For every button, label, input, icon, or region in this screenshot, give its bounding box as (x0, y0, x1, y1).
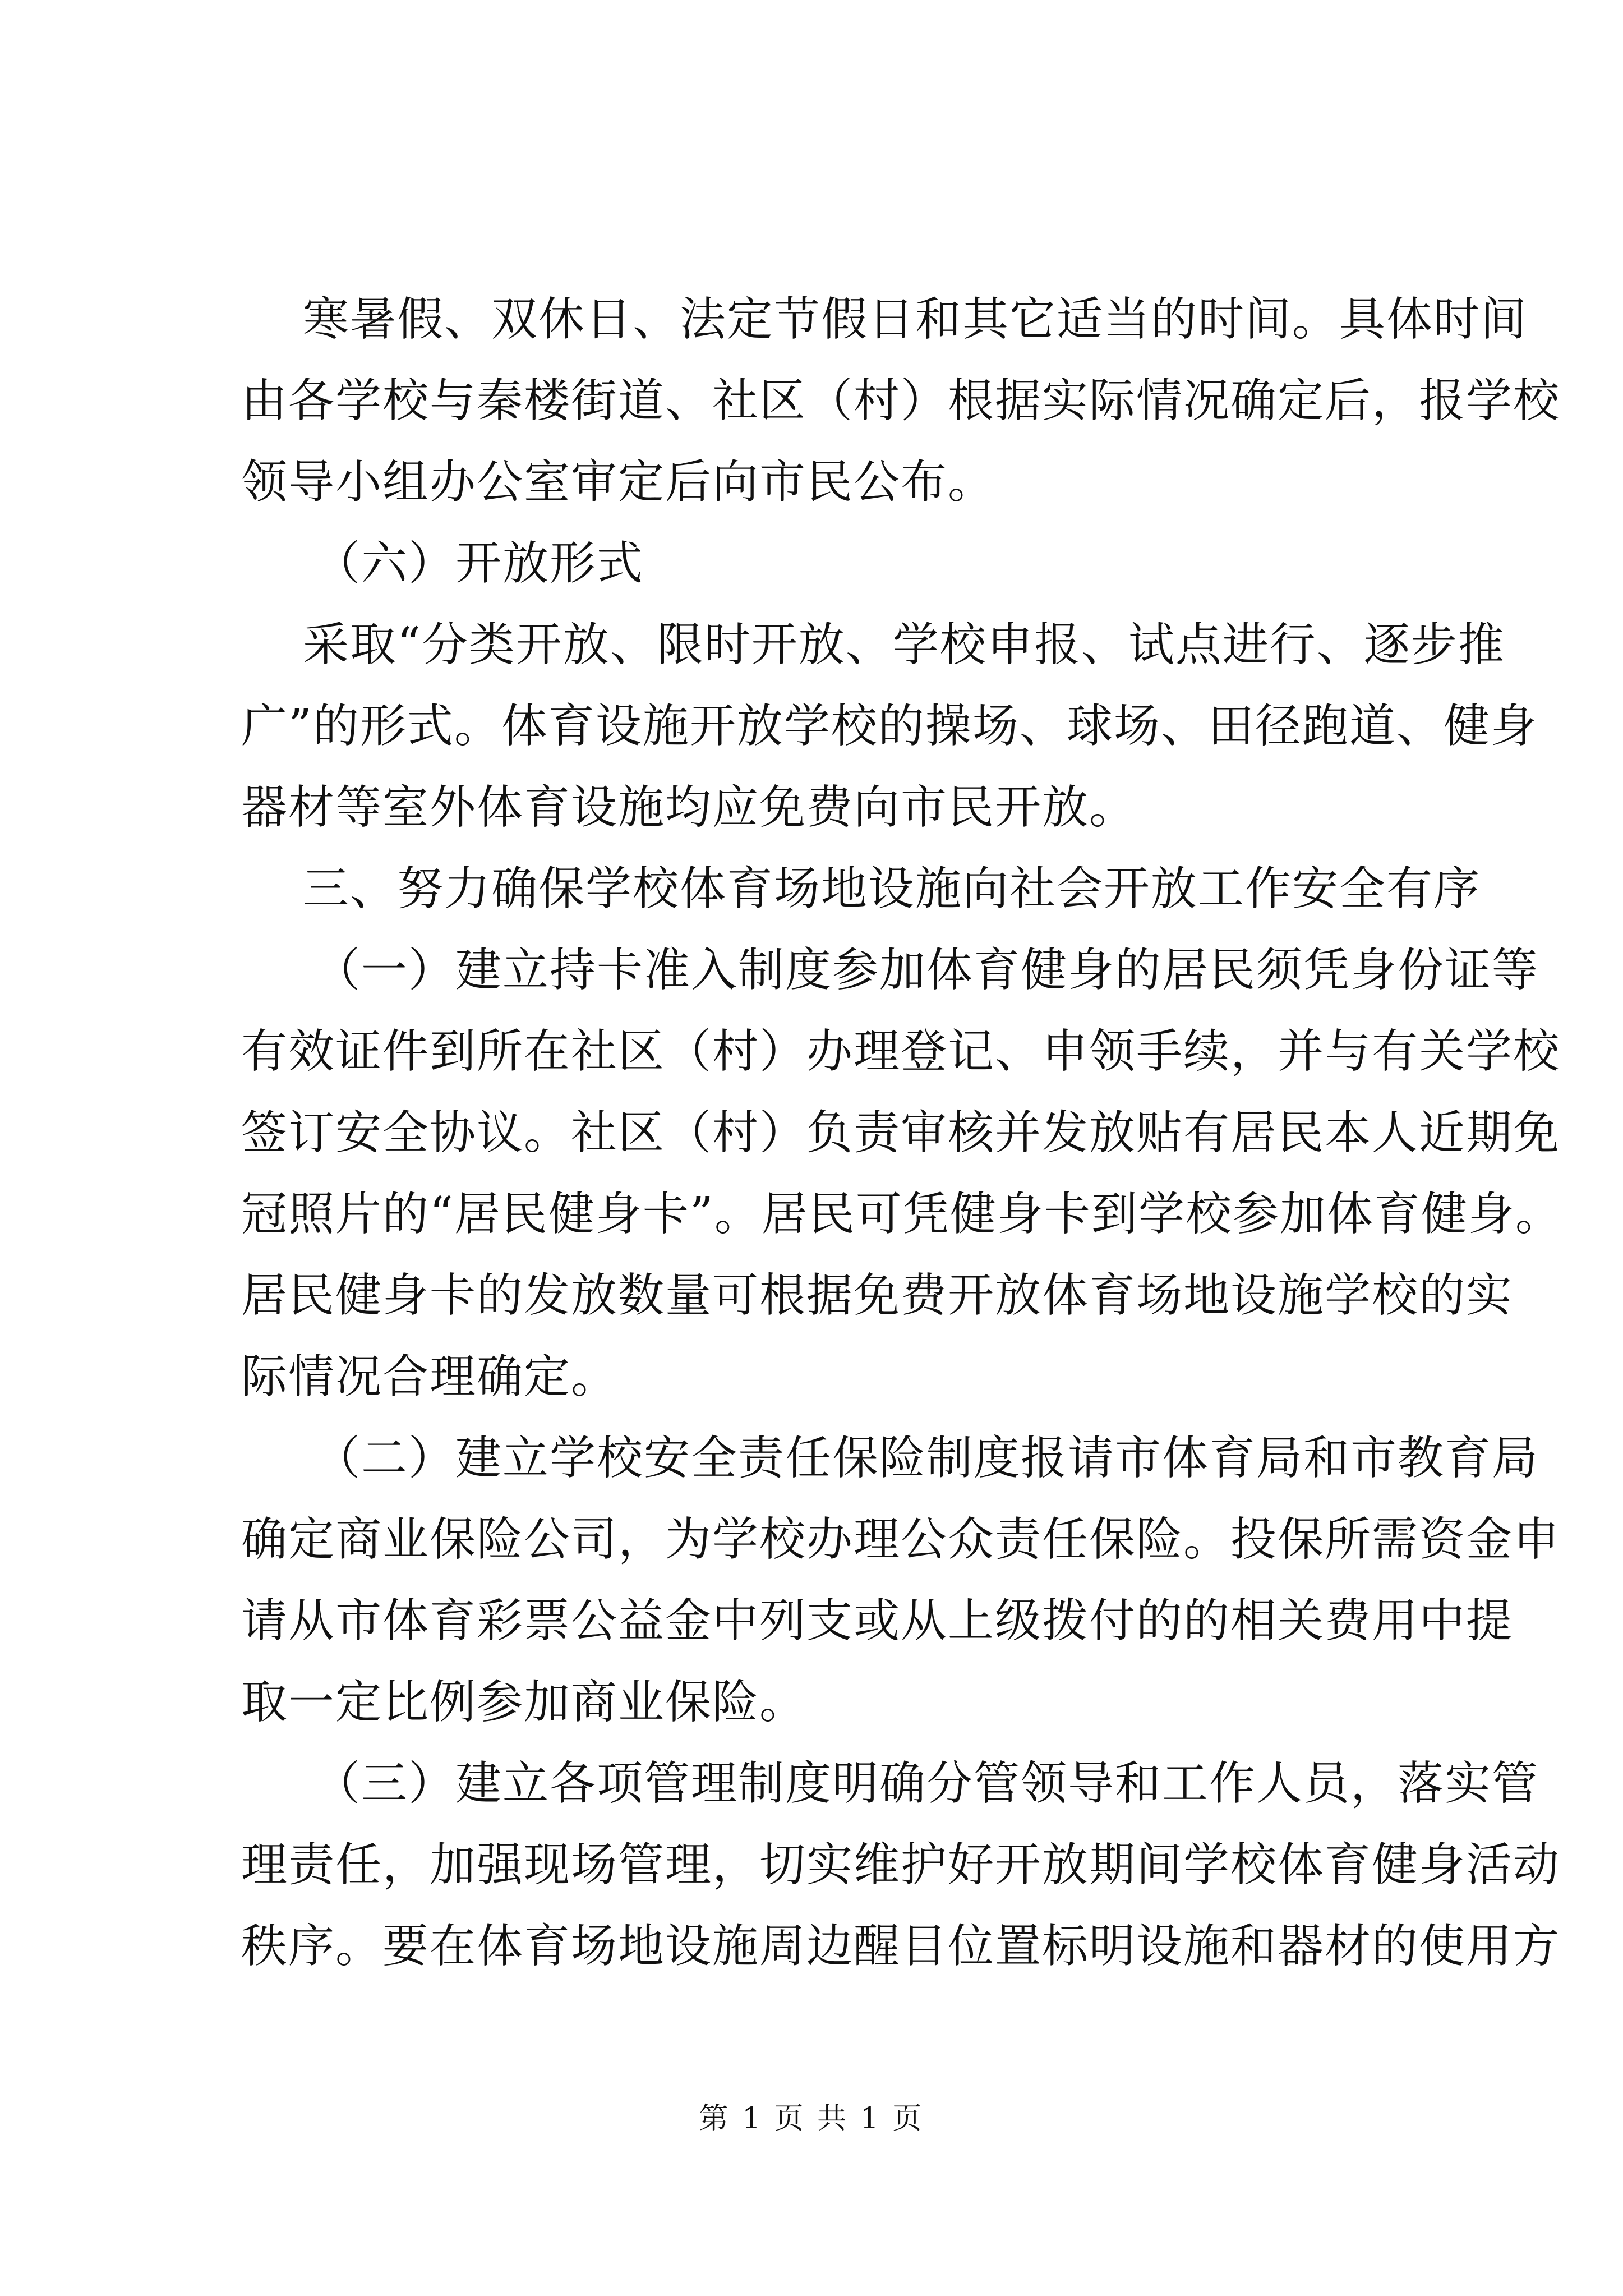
text-line: 际情况合理确定。 (241, 1350, 619, 1404)
text-line: 请从市体育彩票公益金中列支或从上级拨付的的相关费用中提 (241, 1594, 1514, 1648)
text-line: （一）建立持卡准入制度参加体育健身的居民须凭身份证等 (314, 944, 1539, 997)
text-line: 冠照片的“居民健身卡”。居民可凭健身卡到学校参加体育健身。 (241, 1188, 1562, 1241)
text-line: 由各学校与秦楼街道、社区（村）根据实际情况确定后，报学校 (241, 374, 1561, 427)
text-line: 理责任，加强现场管理，切实维护好开放期间学校体育健身活动 (241, 1838, 1561, 1892)
text-line: 器材等室外体育设施均应免费向市民开放。 (241, 781, 1137, 834)
text-line: 广”的形式。体育设施开放学校的操场、球场、田径跑道、健身 (241, 700, 1538, 753)
text-line: 居民健身卡的发放数量可根据免费开放体育场地设施学校的实 (241, 1269, 1514, 1322)
text-line: 签订安全协议。社区（村）负责审核并发放贴有居民本人近期免 (241, 1106, 1561, 1159)
section-heading: （六）开放形式 (314, 537, 644, 590)
text-line: 寒暑假、双休日、法定节假日和其它适当的时间。具体时间 (303, 293, 1528, 346)
text-line: （三）建立各项管理制度明确分管领导和工作人员，落实管 (314, 1757, 1539, 1810)
text-line: 取一定比例参加商业保险。 (241, 1676, 807, 1729)
text-line: 确定商业保险公司，为学校办理公众责任保险。投保所需资金申 (241, 1513, 1561, 1566)
text-line: 领导小组办公室审定后向市民公布。 (241, 455, 995, 509)
text-line: 有效证件到所在社区（村）办理登记、申领手续，并与有关学校 (241, 1025, 1561, 1078)
text-line: 秩序。要在体育场地设施周边醒目位置标明设施和器材的使用方 (241, 1920, 1561, 1973)
page-footer: 第 1 页 共 1 页 (699, 2102, 924, 2136)
section-heading: 三、努力确保学校体育场地设施向社会开放工作安全有序 (303, 862, 1481, 915)
text-line: 采取“分类开放、限时开放、学校申报、试点进行、逐步推 (303, 618, 1505, 671)
text-line: （二）建立学校安全责任保险制度报请市体育局和市教育局 (314, 1432, 1539, 1485)
